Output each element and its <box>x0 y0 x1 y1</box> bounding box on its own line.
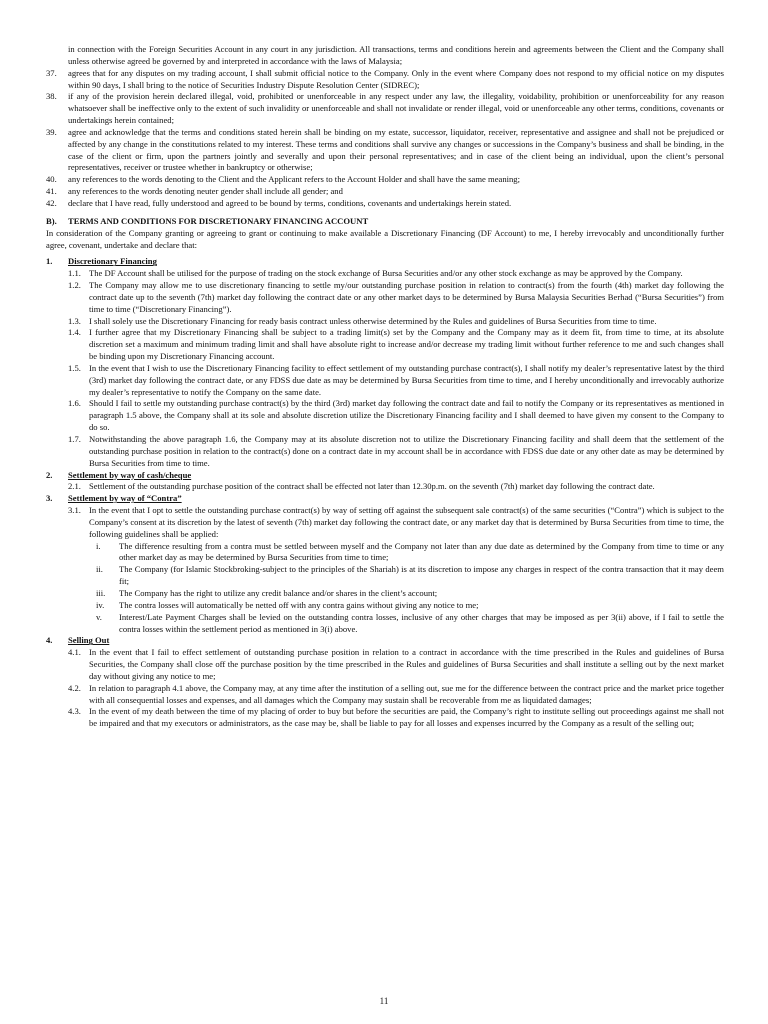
clause <box>46 398 724 434</box>
section-title: Discretionary Financing <box>68 256 157 267</box>
section-number: 4. <box>46 635 53 646</box>
clause-text: In relation to paragraph 4.1 above, the Company may, at any time after the institution of a selling out, sue me for the difference between the contract price and the market price together with all consequential losses and expenses, and all damages which the Company may sustain shall be recoverable from me as liquidated damages; <box>89 682 724 705</box>
clause <box>46 434 724 470</box>
item-text: any references to the words denoting neuter gender shall include all gender; and <box>68 186 343 197</box>
sub-clause-text: The contra losses will automatically be netted off with any contra gains without giving any notice to me; <box>119 599 479 610</box>
section-heading <box>46 493 724 505</box>
sub-clause-number: iii. <box>96 587 106 598</box>
section-title: TERMS AND CONDITIONS FOR DISCRETIONARY FINANCING ACCOUNT <box>68 215 369 226</box>
section-b-intro: In consideration of the Company granting or agreeing to grant or continuing to make available a Discretionary Financing (DF Account) to me, I hereby irrevocably and unconditionally further agree, covenant, undertake and declare that: <box>46 227 724 250</box>
section-heading <box>46 256 724 268</box>
continuation-paragraph: in connection with the Foreign Securities Account in any court in any jurisdiction. All transactions, terms and conditions herein and agreements between the Client and the Company shall unless otherwise agreed be governed by and interpreted in accordance with the laws of Malaysia; <box>68 44 724 66</box>
section-title: Settlement by way of cash/cheque <box>68 469 192 480</box>
clause-text: In the event that I fail to effect settlement of outstanding purchase position in relation to a contract in accordance with the time prescribed in the Rules and guidelines of Bursa Securities, the Company shall close off the purchase position by the time prescribed in the Rules and guidelines of Bursa Securities and shall institute a selling out by the next market day without giving any notice to me; <box>89 647 724 681</box>
clause-number: 4.3. <box>68 706 81 717</box>
sub-clause-text: Interest/Late Payment Charges shall be levied on the outstanding contra losses, inclusive of any other charges that may be imposed as per 3(ii) above, if I fail to settle the contra losses within the settlement period as mentioned in 3(i) above. <box>119 611 724 634</box>
list-item <box>46 198 724 210</box>
clause-text: Notwithstanding the above paragraph 1.6, the Company may at its absolute discretion not to utilize the Discretionary Financing facility and shall deem that the settlement of the outstanding purchase position in relation to the contract(s) done on a contract date in my account shall be in accordance with FDSS due date or any other date as may be determined by Bursa Securities from time to time. <box>89 434 724 468</box>
sub-clause-number: iv. <box>96 599 105 610</box>
section-title: Settlement by way of “Contra” <box>68 493 182 504</box>
clause-text: The DF Account shall be utilised for the purpose of trading on the stock exchange of Bursa Securities and/or any other stock exchange as may be approved by the Company. <box>89 268 683 279</box>
clause <box>46 316 724 328</box>
sub-clause-number: v. <box>96 611 102 622</box>
item-number: 41. <box>46 186 57 197</box>
section-number: 1. <box>46 256 53 267</box>
clause-text: I further agree that my Discretionary Financing shall be subject to a trading limit(s) set by the Company and the Company may as it deem fit, from time to time, at its absolute discretion set a maximum and minimum trading limit and shall have absolute right to increase and/or decrease my trading limit without further reference to me and such changes shall be binding upon my Discretionary Financing account. <box>89 327 724 362</box>
clause-number: 1.7. <box>68 434 81 444</box>
clause-text: Settlement of the outstanding purchase position of the contract shall be effected not later than 12.30p.m. on the seventh (7th) market day following the contract date. <box>89 481 655 492</box>
clause <box>46 280 724 316</box>
clause-text: In the event that I wish to use the Discretionary Financing facility to effect settlement of my outstanding purchase contract(s), I shall notify my dealer’s representative latest by the third (3rd) market day following the contract date, or any FDSS due date as may be determined by Bursa Securities from time to time, and I hereby unconditionally and irrevocably authorize my dealer’s representative to notify the Company on the same date. <box>89 362 724 397</box>
sub-clause-text: The difference resulting from a contra must be settled between myself and the Company not later than any due date as determined by the Company from time to time or any other market day as may be determined by Bursa Securities from time to time; <box>119 540 724 563</box>
item-text: agrees that for any disputes on my trading account, I shall submit official notice to the Company. Only in the event where Company does not respond to my official notice on my disputes within 90 days, I shall bring to the notice of Securities Industry Dispute Resolution Center (SIDREC); <box>68 67 724 90</box>
item-number: 37. <box>46 67 57 78</box>
section-number: 2. <box>46 469 53 480</box>
clause-number: 4.1. <box>68 647 81 658</box>
sub-clause <box>46 541 724 565</box>
sub-clause-text: The Company has the right to utilize any credit balance and/or shares in the client’s account; <box>119 587 438 598</box>
clause-number: 1.3. <box>68 315 81 326</box>
clause <box>46 683 724 707</box>
list-item <box>46 127 724 174</box>
clause-number: 1.2. <box>68 280 81 291</box>
clause-text: The Company may allow me to use discretionary financing to settle my/our outstanding purchase position in relation to contract(s) from the fourth (4th) market day following the contract date up to the seventh (7th) market day following the contract date or any other market days to be determined by Bursa Malaysia Securities Berhad (“Bursa Securities”) from time to time (“Discretionary Financing”). <box>89 280 724 314</box>
list-item <box>46 91 724 127</box>
clause <box>46 481 724 493</box>
section-heading <box>46 470 724 482</box>
clause-number: 2.1. <box>68 481 81 492</box>
sub-clause-number: i. <box>96 540 101 551</box>
page-number: 11 <box>379 996 389 1006</box>
sub-clause <box>46 600 724 612</box>
list-item <box>46 186 724 198</box>
clause-number: 1.6. <box>68 398 81 409</box>
clause <box>46 363 724 399</box>
clause-number: 1.5. <box>68 362 81 373</box>
clause-number: 1.1. <box>68 268 81 279</box>
clause-number: 4.2. <box>68 682 81 693</box>
list-item <box>46 174 724 186</box>
clause <box>46 268 724 280</box>
item-number: 38. <box>46 91 57 102</box>
sub-clause <box>46 612 724 636</box>
item-text: declare that I have read, fully understood and agreed to be bound by terms, conditions, covenants and undertakings herein stated. <box>68 197 512 208</box>
section-b-heading <box>46 216 724 228</box>
clause <box>46 327 724 363</box>
section-heading <box>46 635 724 647</box>
part-a-list <box>46 68 724 210</box>
clause <box>46 706 724 730</box>
sub-clause <box>46 564 724 588</box>
clause-number: 3.1. <box>68 505 81 516</box>
clause-text: I shall solely use the Discretionary Financing for ready basis contract unless otherwise determined by the Rules and guidelines of Bursa Securities from time to time. <box>89 315 657 326</box>
sub-clause-number: ii. <box>96 564 103 575</box>
section-title: Selling Out <box>68 635 110 646</box>
item-number: 40. <box>46 174 57 185</box>
item-text: any references to the words denoting to the Client and the Applicant refers to the Account Holder and shall have the same meaning; <box>68 174 520 185</box>
clause-number: 1.4. <box>68 327 81 338</box>
sub-clause <box>46 588 724 600</box>
sub-clause-text: The Company (for Islamic Stockbroking-subject to the principles of the Shariah) is at its discretion to impose any charges in respect of the contra transaction that it may deem fit; <box>119 564 724 587</box>
item-text: agree and acknowledge that the terms and conditions stated herein shall be binding on my estate, successor, liquidator, receiver, representative and assignee and shall not be prejudiced or affected by any change in the constitutions related to my interest. These terms and conditions shall survive any changes or successions in the Company’s business and shall be binding, in the case of the client or firm, upon the partners jointly and severally and upon their personal representatives; and in case of the client being an individual, upon the client’s personal representatives, receiver or trustee whether in bankruptcy or otherwise; <box>68 126 724 173</box>
item-text: if any of the provision herein declared illegal, void, prohibited or unenforceable in any respect under any law, the illegality, voidability, prohibition or unenforceability for any reason whatsoever shall be ineffective only to the extent of such invalidity or unenforceable and shall not invalidate or render illegal, void or unenforceable any other terms, conditions, covenants or undertakings herein contained; <box>68 91 724 126</box>
clause <box>46 647 724 683</box>
clause-text: In the event of my death between the time of my placing of order to buy but before the securities are paid, the Company’s right to institute selling out proceedings against me shall not be impaired and that my executors or administrators, as the case may be, shall be liable to pay for all losses and expenses incurred by the Company as a result of the selling out; <box>89 706 724 729</box>
clause-text: Should I fail to settle my outstanding purchase contract(s) by the third (3rd) market day following the contract date and fail to notify the Company or its representatives as mentioned in paragraph 1.5 above, the Company shall at its sole and absolute discretion utilize the Discretionary Financing facility and I shall deemed to have given my consent to the Company to do so. <box>89 398 724 433</box>
section-letter: B). <box>46 215 57 226</box>
item-number: 42. <box>46 197 57 208</box>
clause-text: In the event that I opt to settle the outstanding purchase contract(s) by way of setting off against the subsequent sale contract(s) of the same securities (“Contra”) which is subject to the Company’s consent at its discretion by the latest of seventh (7th) market day following the contract date, or any market day that is determined by Bursa Securities from time to time, the following guidelines shall be applied: <box>89 505 724 539</box>
list-item <box>46 68 724 92</box>
item-number: 39. <box>46 126 57 137</box>
section-number: 3. <box>46 493 53 504</box>
clause <box>46 505 724 541</box>
